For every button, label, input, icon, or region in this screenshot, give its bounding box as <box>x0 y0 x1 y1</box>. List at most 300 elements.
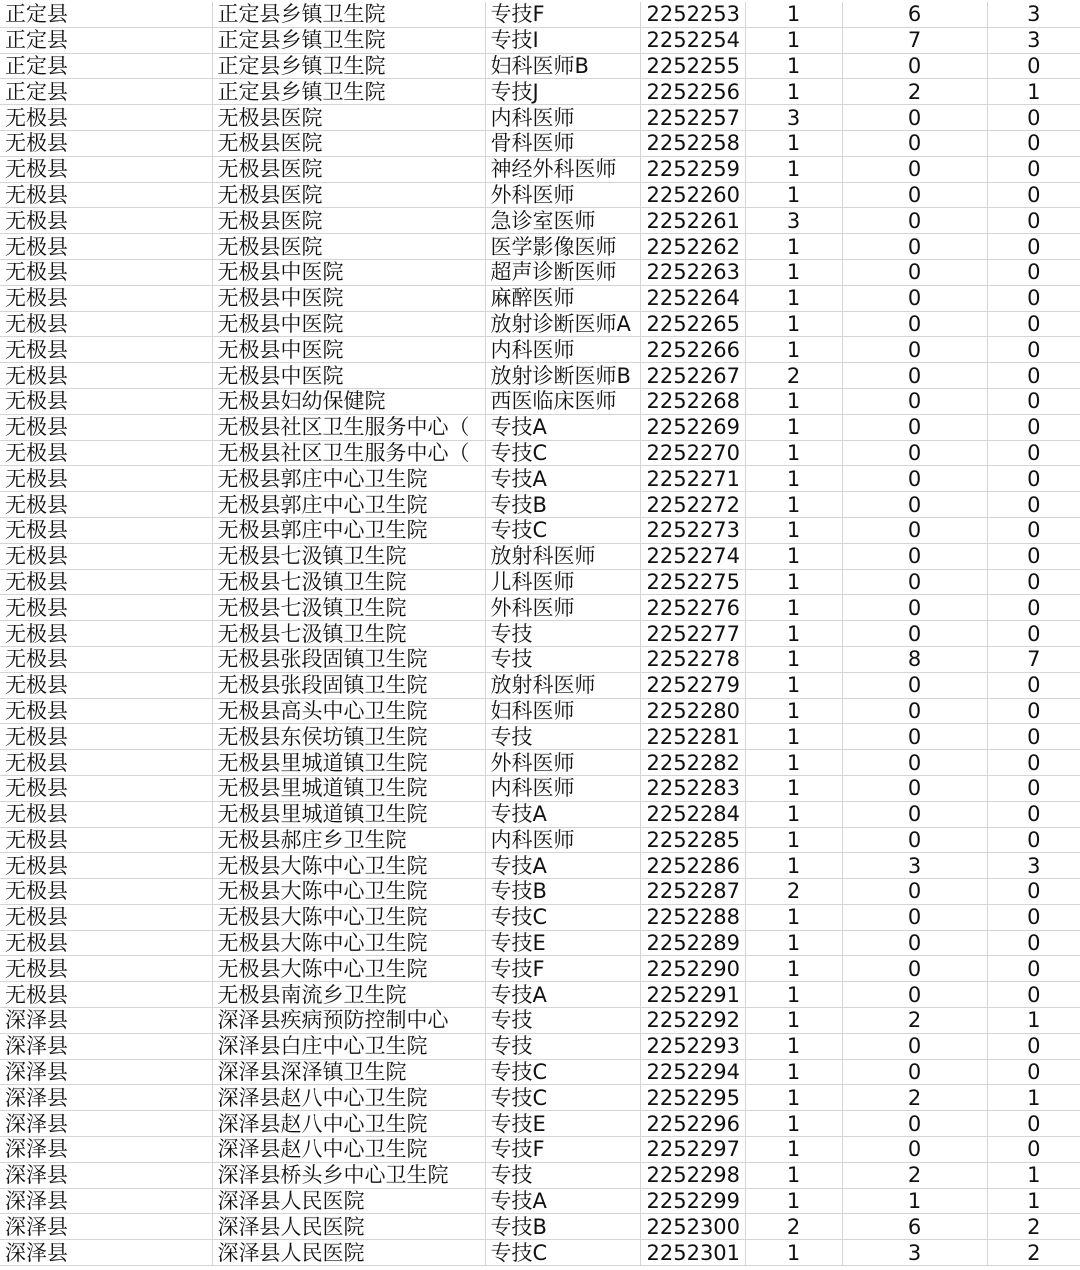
position-cell: 专技F <box>485 1137 640 1163</box>
applicant-count-cell: 6 <box>842 1214 987 1240</box>
position-cell: 骨科医师 <box>485 130 640 156</box>
table-row <box>0 466 1080 492</box>
approved-count-cell: 0 <box>987 698 1080 724</box>
county-cell: 深泽县 <box>0 1008 212 1034</box>
position-cell: 放射科医师 <box>485 543 640 569</box>
hiring-count-cell: 1 <box>745 285 842 311</box>
approved-count-cell: 0 <box>987 363 1080 389</box>
approved-count-cell: 0 <box>987 982 1080 1008</box>
unit-cell: 无极县医院 <box>212 130 485 156</box>
table-row <box>0 956 1080 982</box>
county-cell: 无极县 <box>0 698 212 724</box>
position-cell: 内科医师 <box>485 337 640 363</box>
applicant-count-cell: 2 <box>842 1008 987 1034</box>
position-cell: 专技 <box>485 1033 640 1059</box>
position-code-cell: 2252274 <box>640 543 745 569</box>
county-cell: 无极县 <box>0 337 212 363</box>
approved-count-cell: 2 <box>987 1214 1080 1240</box>
applicant-count-cell: 0 <box>842 982 987 1008</box>
county-cell: 无极县 <box>0 930 212 956</box>
approved-count-cell: 1 <box>987 1188 1080 1214</box>
position-code-cell: 2252270 <box>640 440 745 466</box>
table-row <box>0 440 1080 466</box>
approved-count-cell: 0 <box>987 337 1080 363</box>
unit-cell: 无极县大陈中心卫生院 <box>212 956 485 982</box>
county-cell: 无极县 <box>0 801 212 827</box>
applicant-count-cell: 0 <box>842 53 987 79</box>
applicant-count-cell: 1 <box>842 1188 987 1214</box>
county-cell: 无极县 <box>0 595 212 621</box>
approved-count-cell: 0 <box>987 672 1080 698</box>
county-cell: 无极县 <box>0 775 212 801</box>
county-cell: 无极县 <box>0 982 212 1008</box>
position-cell: 内科医师 <box>485 775 640 801</box>
unit-cell: 无极县中医院 <box>212 285 485 311</box>
unit-cell: 无极县大陈中心卫生院 <box>212 930 485 956</box>
county-cell: 无极县 <box>0 956 212 982</box>
applicant-count-cell: 0 <box>842 904 987 930</box>
county-cell: 无极县 <box>0 853 212 879</box>
applicant-count-cell: 0 <box>842 724 987 750</box>
position-code-cell: 2252263 <box>640 259 745 285</box>
hiring-count-cell: 3 <box>745 105 842 131</box>
position-code-cell: 2252268 <box>640 388 745 414</box>
unit-cell: 无极县郭庄中心卫生院 <box>212 492 485 518</box>
position-cell: 专技 <box>485 724 640 750</box>
unit-cell: 无极县郝庄乡卫生院 <box>212 827 485 853</box>
position-code-cell: 2252272 <box>640 492 745 518</box>
position-code-cell: 2252271 <box>640 466 745 492</box>
approved-count-cell: 1 <box>987 79 1080 105</box>
county-cell: 无极县 <box>0 414 212 440</box>
applicant-count-cell: 6 <box>842 2 987 27</box>
position-code-cell: 2252262 <box>640 234 745 260</box>
table-row <box>0 1059 1080 1085</box>
table-row <box>0 853 1080 879</box>
county-cell: 无极县 <box>0 285 212 311</box>
unit-cell: 无极县张段固镇卫生院 <box>212 672 485 698</box>
table-row <box>0 982 1080 1008</box>
hiring-count-cell: 1 <box>745 2 842 27</box>
unit-cell: 深泽县深泽镇卫生院 <box>212 1059 485 1085</box>
applicant-count-cell: 0 <box>842 414 987 440</box>
unit-cell: 无极县社区卫生服务中心（ <box>212 414 485 440</box>
approved-count-cell: 0 <box>987 827 1080 853</box>
applicant-count-cell: 0 <box>842 517 987 543</box>
applicant-count-cell: 0 <box>842 337 987 363</box>
county-cell: 深泽县 <box>0 1240 212 1266</box>
table-row <box>0 363 1080 389</box>
county-cell: 深泽县 <box>0 1059 212 1085</box>
hiring-count-cell: 1 <box>745 1162 842 1188</box>
approved-count-cell: 3 <box>987 27 1080 53</box>
position-cell: 专技C <box>485 1240 640 1266</box>
table-row <box>0 1008 1080 1034</box>
table-row <box>0 904 1080 930</box>
approved-count-cell: 0 <box>987 208 1080 234</box>
position-code-cell: 2252255 <box>640 53 745 79</box>
position-cell: 专技A <box>485 853 640 879</box>
table-row <box>0 698 1080 724</box>
hiring-count-cell: 1 <box>745 724 842 750</box>
position-code-cell: 2252275 <box>640 569 745 595</box>
unit-cell: 无极县七汲镇卫生院 <box>212 621 485 647</box>
table-row <box>0 646 1080 672</box>
unit-cell: 无极县医院 <box>212 105 485 131</box>
position-code-cell: 2252300 <box>640 1214 745 1240</box>
position-code-cell: 2252266 <box>640 337 745 363</box>
table-row <box>0 1214 1080 1240</box>
approved-count-cell: 2 <box>987 1240 1080 1266</box>
approved-count-cell: 0 <box>987 156 1080 182</box>
county-cell: 深泽县 <box>0 1188 212 1214</box>
table-row <box>0 414 1080 440</box>
approved-count-cell: 1 <box>987 1085 1080 1111</box>
unit-cell: 深泽县白庄中心卫生院 <box>212 1033 485 1059</box>
approved-count-cell: 0 <box>987 775 1080 801</box>
table-row <box>0 569 1080 595</box>
position-cell: 专技C <box>485 517 640 543</box>
unit-cell: 无极县医院 <box>212 182 485 208</box>
applicant-count-cell: 0 <box>842 1137 987 1163</box>
applicant-count-cell: 0 <box>842 672 987 698</box>
county-cell: 正定县 <box>0 27 212 53</box>
hiring-count-cell: 1 <box>745 646 842 672</box>
approved-count-cell: 1 <box>987 1008 1080 1034</box>
unit-cell: 无极县社区卫生服务中心（ <box>212 440 485 466</box>
applicant-count-cell: 0 <box>842 259 987 285</box>
position-cell: 超声诊断医师 <box>485 259 640 285</box>
county-cell: 无极县 <box>0 827 212 853</box>
unit-cell: 深泽县人民医院 <box>212 1188 485 1214</box>
position-cell: 专技A <box>485 982 640 1008</box>
applicant-count-cell: 0 <box>842 156 987 182</box>
county-cell: 无极县 <box>0 466 212 492</box>
position-cell: 专技A <box>485 801 640 827</box>
county-cell: 无极县 <box>0 569 212 595</box>
position-cell: 西医临床医师 <box>485 388 640 414</box>
position-code-cell: 2252293 <box>640 1033 745 1059</box>
approved-count-cell: 0 <box>987 285 1080 311</box>
hiring-count-cell: 1 <box>745 156 842 182</box>
hiring-count-cell: 1 <box>745 1033 842 1059</box>
county-cell: 深泽县 <box>0 1111 212 1137</box>
approved-count-cell: 0 <box>987 543 1080 569</box>
recruitment-table <box>0 2 1080 1266</box>
position-cell: 专技B <box>485 1214 640 1240</box>
unit-cell: 深泽县赵八中心卫生院 <box>212 1111 485 1137</box>
position-cell: 放射科医师 <box>485 672 640 698</box>
county-cell: 无极县 <box>0 388 212 414</box>
unit-cell: 无极县中医院 <box>212 311 485 337</box>
hiring-count-cell: 2 <box>745 879 842 905</box>
hiring-count-cell: 1 <box>745 337 842 363</box>
county-cell: 无极县 <box>0 750 212 776</box>
table-row <box>0 517 1080 543</box>
hiring-count-cell: 1 <box>745 130 842 156</box>
position-code-cell: 2252281 <box>640 724 745 750</box>
unit-cell: 正定县乡镇卫生院 <box>212 53 485 79</box>
position-code-cell: 2252278 <box>640 646 745 672</box>
table-row <box>0 1188 1080 1214</box>
position-cell: 专技B <box>485 492 640 518</box>
county-cell: 无极县 <box>0 492 212 518</box>
position-code-cell: 2252292 <box>640 1008 745 1034</box>
position-cell: 外科医师 <box>485 182 640 208</box>
approved-count-cell: 0 <box>987 130 1080 156</box>
hiring-count-cell: 1 <box>745 1188 842 1214</box>
applicant-count-cell: 0 <box>842 750 987 776</box>
table-row <box>0 208 1080 234</box>
applicant-count-cell: 2 <box>842 1085 987 1111</box>
position-code-cell: 2252276 <box>640 595 745 621</box>
position-cell: 专技F <box>485 2 640 27</box>
approved-count-cell: 0 <box>987 595 1080 621</box>
hiring-count-cell: 2 <box>745 1214 842 1240</box>
table-row <box>0 234 1080 260</box>
hiring-count-cell: 1 <box>745 982 842 1008</box>
county-cell: 无极县 <box>0 259 212 285</box>
applicant-count-cell: 0 <box>842 543 987 569</box>
table-row <box>0 621 1080 647</box>
position-code-cell: 2252254 <box>640 27 745 53</box>
county-cell: 无极县 <box>0 517 212 543</box>
unit-cell: 无极县中医院 <box>212 337 485 363</box>
position-cell: 医学影像医师 <box>485 234 640 260</box>
position-cell: 专技F <box>485 956 640 982</box>
county-cell: 无极县 <box>0 672 212 698</box>
approved-count-cell: 0 <box>987 724 1080 750</box>
approved-count-cell: 0 <box>987 466 1080 492</box>
table-row <box>0 388 1080 414</box>
position-code-cell: 2252256 <box>640 79 745 105</box>
hiring-count-cell: 1 <box>745 569 842 595</box>
position-cell: 神经外科医师 <box>485 156 640 182</box>
approved-count-cell: 0 <box>987 517 1080 543</box>
table-row <box>0 259 1080 285</box>
position-code-cell: 2252253 <box>640 2 745 27</box>
table-row <box>0 492 1080 518</box>
applicant-count-cell: 2 <box>842 1162 987 1188</box>
county-cell: 无极县 <box>0 156 212 182</box>
position-code-cell: 2252289 <box>640 930 745 956</box>
applicant-count-cell: 0 <box>842 440 987 466</box>
applicant-count-cell: 0 <box>842 1059 987 1085</box>
unit-cell: 无极县医院 <box>212 208 485 234</box>
hiring-count-cell: 1 <box>745 388 842 414</box>
county-cell: 无极县 <box>0 543 212 569</box>
hiring-count-cell: 1 <box>745 492 842 518</box>
position-code-cell: 2252282 <box>640 750 745 776</box>
position-code-cell: 2252273 <box>640 517 745 543</box>
approved-count-cell: 0 <box>987 930 1080 956</box>
applicant-count-cell: 0 <box>842 130 987 156</box>
county-cell: 深泽县 <box>0 1214 212 1240</box>
approved-count-cell: 0 <box>987 388 1080 414</box>
table-row <box>0 2 1080 27</box>
unit-cell: 无极县里城道镇卫生院 <box>212 775 485 801</box>
position-cell: 急诊室医师 <box>485 208 640 234</box>
position-code-cell: 2252295 <box>640 1085 745 1111</box>
approved-count-cell: 3 <box>987 853 1080 879</box>
table-row <box>0 130 1080 156</box>
unit-cell: 无极县张段固镇卫生院 <box>212 646 485 672</box>
unit-cell: 无极县七汲镇卫生院 <box>212 595 485 621</box>
applicant-count-cell: 0 <box>842 234 987 260</box>
position-code-cell: 2252288 <box>640 904 745 930</box>
applicant-count-cell: 0 <box>842 801 987 827</box>
applicant-count-cell: 3 <box>842 1240 987 1266</box>
applicant-count-cell: 0 <box>842 363 987 389</box>
unit-cell: 深泽县疾病预防控制中心 <box>212 1008 485 1034</box>
applicant-count-cell: 0 <box>842 569 987 595</box>
unit-cell: 无极县里城道镇卫生院 <box>212 750 485 776</box>
table-row <box>0 156 1080 182</box>
unit-cell: 深泽县人民医院 <box>212 1240 485 1266</box>
approved-count-cell: 0 <box>987 1137 1080 1163</box>
table-row <box>0 827 1080 853</box>
approved-count-cell: 0 <box>987 259 1080 285</box>
position-cell: 专技C <box>485 1085 640 1111</box>
hiring-count-cell: 1 <box>745 79 842 105</box>
position-code-cell: 2252269 <box>640 414 745 440</box>
unit-cell: 无极县高头中心卫生院 <box>212 698 485 724</box>
table-row <box>0 672 1080 698</box>
hiring-count-cell: 1 <box>745 53 842 79</box>
approved-count-cell: 7 <box>987 646 1080 672</box>
hiring-count-cell: 1 <box>745 311 842 337</box>
county-cell: 无极县 <box>0 621 212 647</box>
table-row <box>0 311 1080 337</box>
position-cell: 专技C <box>485 904 640 930</box>
table-row <box>0 1085 1080 1111</box>
position-cell: 妇科医师 <box>485 698 640 724</box>
hiring-count-cell: 1 <box>745 853 842 879</box>
hiring-count-cell: 1 <box>745 1085 842 1111</box>
table-row <box>0 105 1080 131</box>
county-cell: 深泽县 <box>0 1033 212 1059</box>
unit-cell: 深泽县人民医院 <box>212 1214 485 1240</box>
county-cell: 深泽县 <box>0 1137 212 1163</box>
position-cell: 专技A <box>485 1188 640 1214</box>
position-code-cell: 2252291 <box>640 982 745 1008</box>
county-cell: 无极县 <box>0 440 212 466</box>
position-code-cell: 2252287 <box>640 879 745 905</box>
position-code-cell: 2252296 <box>640 1111 745 1137</box>
position-code-cell: 2252260 <box>640 182 745 208</box>
approved-count-cell: 0 <box>987 105 1080 131</box>
table-row <box>0 543 1080 569</box>
unit-cell: 深泽县桥头乡中心卫生院 <box>212 1162 485 1188</box>
unit-cell: 无极县七汲镇卫生院 <box>212 569 485 595</box>
table-row <box>0 724 1080 750</box>
position-code-cell: 2252280 <box>640 698 745 724</box>
unit-cell: 无极县大陈中心卫生院 <box>212 853 485 879</box>
applicant-count-cell: 0 <box>842 930 987 956</box>
position-code-cell: 2252297 <box>640 1137 745 1163</box>
hiring-count-cell: 1 <box>745 1111 842 1137</box>
hiring-count-cell: 1 <box>745 543 842 569</box>
approved-count-cell: 0 <box>987 801 1080 827</box>
position-cell: 专技 <box>485 1162 640 1188</box>
applicant-count-cell: 0 <box>842 388 987 414</box>
hiring-count-cell: 1 <box>745 414 842 440</box>
hiring-count-cell: 1 <box>745 672 842 698</box>
hiring-count-cell: 1 <box>745 1137 842 1163</box>
unit-cell: 无极县南流乡卫生院 <box>212 982 485 1008</box>
unit-cell: 无极县医院 <box>212 234 485 260</box>
position-cell: 外科医师 <box>485 750 640 776</box>
position-cell: 专技 <box>485 1008 640 1034</box>
approved-count-cell: 0 <box>987 621 1080 647</box>
hiring-count-cell: 1 <box>745 930 842 956</box>
position-code-cell: 2252299 <box>640 1188 745 1214</box>
position-code-cell: 2252265 <box>640 311 745 337</box>
applicant-count-cell: 3 <box>842 853 987 879</box>
position-code-cell: 2252286 <box>640 853 745 879</box>
unit-cell: 无极县郭庄中心卫生院 <box>212 466 485 492</box>
applicant-count-cell: 2 <box>842 79 987 105</box>
applicant-count-cell: 7 <box>842 27 987 53</box>
county-cell: 无极县 <box>0 363 212 389</box>
approved-count-cell: 0 <box>987 182 1080 208</box>
approved-count-cell: 1 <box>987 1162 1080 1188</box>
position-cell: 内科医师 <box>485 827 640 853</box>
position-cell: 专技C <box>485 1059 640 1085</box>
table-row <box>0 337 1080 363</box>
applicant-count-cell: 0 <box>842 956 987 982</box>
county-cell: 正定县 <box>0 53 212 79</box>
county-cell: 深泽县 <box>0 1162 212 1188</box>
hiring-count-cell: 1 <box>745 440 842 466</box>
position-code-cell: 2252258 <box>640 130 745 156</box>
county-cell: 无极县 <box>0 311 212 337</box>
applicant-count-cell: 0 <box>842 879 987 905</box>
hiring-count-cell: 3 <box>745 208 842 234</box>
table-row <box>0 775 1080 801</box>
unit-cell: 无极县医院 <box>212 156 485 182</box>
position-code-cell: 2252267 <box>640 363 745 389</box>
position-cell: 放射诊断医师A <box>485 311 640 337</box>
unit-cell: 无极县大陈中心卫生院 <box>212 904 485 930</box>
county-cell: 无极县 <box>0 208 212 234</box>
unit-cell: 无极县中医院 <box>212 363 485 389</box>
applicant-count-cell: 0 <box>842 827 987 853</box>
unit-cell: 无极县中医院 <box>212 259 485 285</box>
table-row <box>0 1111 1080 1137</box>
hiring-count-cell: 1 <box>745 904 842 930</box>
hiring-count-cell: 1 <box>745 827 842 853</box>
unit-cell: 无极县七汲镇卫生院 <box>212 543 485 569</box>
position-cell: 专技E <box>485 930 640 956</box>
position-cell: 专技J <box>485 79 640 105</box>
position-code-cell: 2252298 <box>640 1162 745 1188</box>
applicant-count-cell: 0 <box>842 105 987 131</box>
county-cell: 无极县 <box>0 234 212 260</box>
table-row <box>0 595 1080 621</box>
applicant-count-cell: 0 <box>842 1111 987 1137</box>
county-cell: 深泽县 <box>0 1085 212 1111</box>
applicant-count-cell: 0 <box>842 208 987 234</box>
hiring-count-cell: 1 <box>745 621 842 647</box>
position-cell: 放射诊断医师B <box>485 363 640 389</box>
position-cell: 妇科医师B <box>485 53 640 79</box>
approved-count-cell: 0 <box>987 492 1080 518</box>
hiring-count-cell: 2 <box>745 363 842 389</box>
hiring-count-cell: 1 <box>745 234 842 260</box>
position-code-cell: 2252284 <box>640 801 745 827</box>
approved-count-cell: 0 <box>987 234 1080 260</box>
